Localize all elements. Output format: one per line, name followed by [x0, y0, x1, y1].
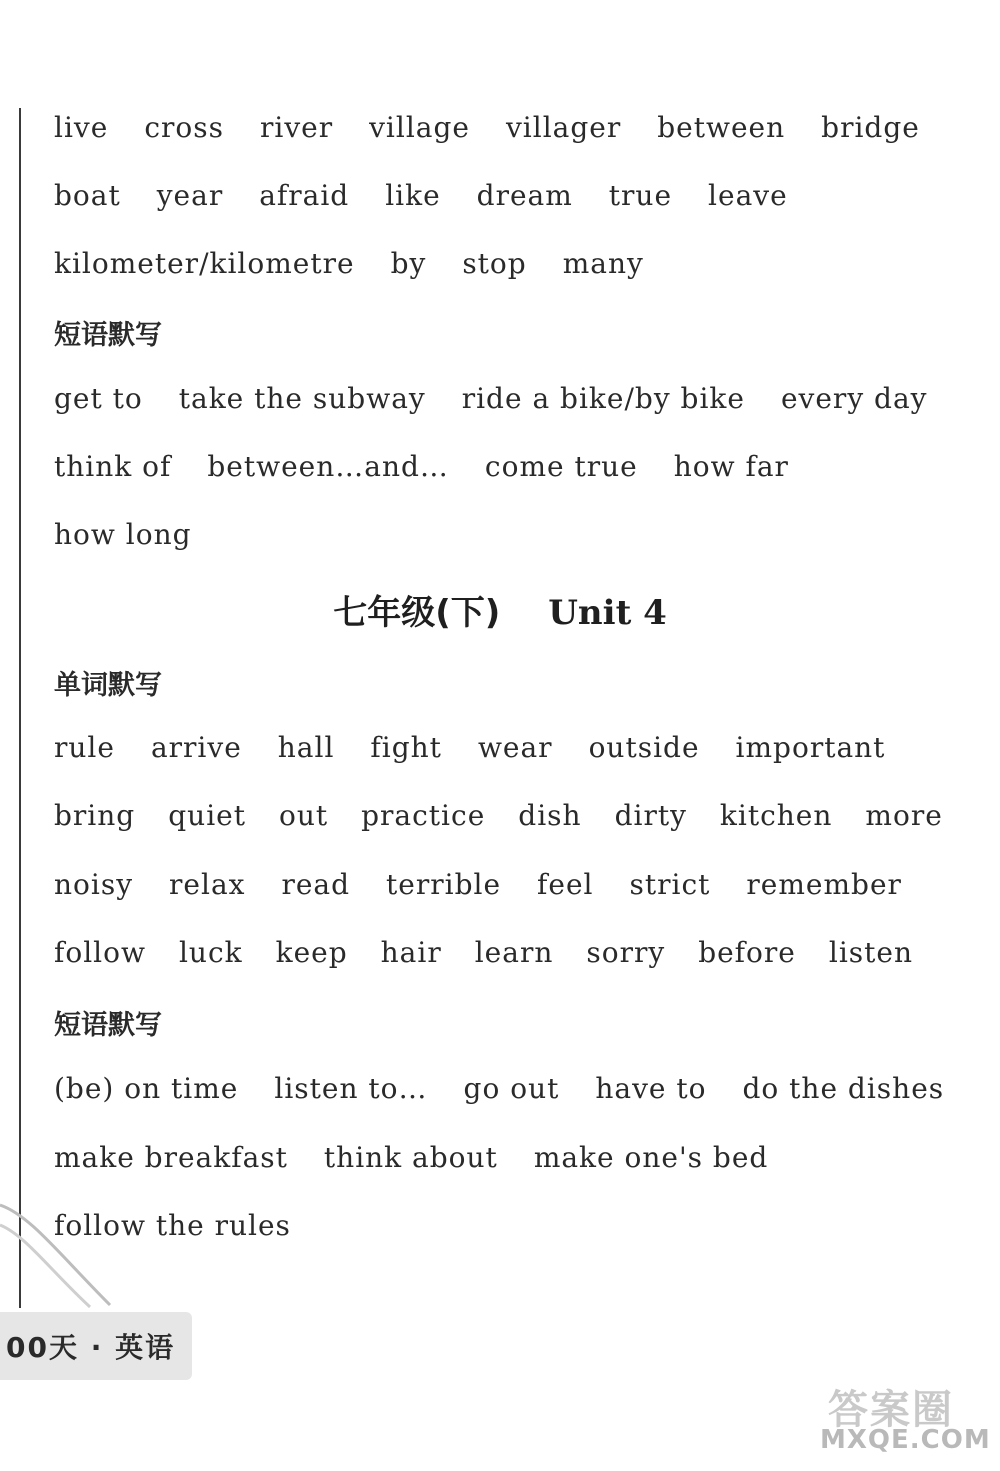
phrase-item: make breakfast	[54, 1140, 288, 1174]
word-item: kilometer/kilometre	[54, 246, 355, 280]
word-item: bridge	[821, 110, 920, 144]
word-item: relax	[169, 867, 246, 901]
word-item: boat	[54, 178, 121, 212]
word-item: leave	[708, 178, 788, 212]
word-item: between	[657, 110, 786, 144]
phrase-row	[54, 1068, 980, 1108]
phrase-item: have to	[595, 1071, 707, 1105]
phrases-heading: 短语默写	[54, 1010, 162, 1041]
word-item: terrible	[386, 867, 502, 901]
phrase-item: between…and…	[207, 449, 449, 483]
unit-name: Unit 4	[548, 593, 667, 633]
phrase-item: take the subway	[178, 381, 426, 415]
word-item: more	[865, 798, 943, 832]
word-item: many	[562, 246, 644, 280]
word-item: rule	[54, 730, 115, 764]
phrase-item: think about	[323, 1140, 498, 1174]
unit-grade: 七年级(下)	[333, 593, 501, 633]
phrase-row	[54, 378, 963, 418]
word-item: practice	[361, 798, 486, 832]
word-item: before	[698, 935, 796, 969]
words-heading: 单词默写	[54, 670, 162, 701]
watermark-logo: 答案圈	[828, 1387, 954, 1433]
word-item: river	[259, 110, 334, 144]
word-item: follow	[54, 935, 146, 969]
word-row	[54, 795, 976, 835]
word-item: villager	[505, 110, 622, 144]
word-item: afraid	[259, 178, 350, 212]
word-item: important	[735, 730, 886, 764]
phrase-item: how long	[54, 517, 192, 551]
word-item: luck	[178, 935, 243, 969]
phrase-item: do the dishes	[742, 1071, 945, 1105]
word-item: keep	[275, 935, 348, 969]
word-item: like	[385, 178, 441, 212]
word-item: learn	[474, 935, 554, 969]
word-row	[54, 243, 680, 283]
phrase-item: ride a bike/by bike	[461, 381, 745, 415]
word-item: dirty	[614, 798, 687, 832]
word-item: bring	[54, 798, 136, 832]
unit-title	[0, 585, 1000, 634]
phrase-item: come true	[484, 449, 638, 483]
word-item: quiet	[168, 798, 246, 832]
phrase-row	[54, 1137, 804, 1177]
word-item: wear	[477, 730, 553, 764]
word-item: arrive	[150, 730, 242, 764]
word-row	[54, 727, 921, 767]
phrase-item: think of	[54, 449, 172, 483]
word-item: sorry	[586, 935, 666, 969]
word-item: village	[369, 110, 470, 144]
word-item: true	[608, 178, 673, 212]
word-item: strict	[629, 867, 711, 901]
word-row	[54, 175, 824, 215]
word-item: fight	[370, 730, 442, 764]
word-item: by	[390, 246, 427, 280]
word-item: out	[278, 798, 329, 832]
word-item: year	[156, 178, 224, 212]
word-item: dream	[476, 178, 573, 212]
word-item: cross	[144, 110, 224, 144]
word-item: feel	[537, 867, 594, 901]
word-item: outside	[588, 730, 700, 764]
word-item: remember	[746, 867, 902, 901]
margin-rule	[19, 108, 21, 1308]
word-item: noisy	[54, 867, 134, 901]
phrase-row	[54, 514, 228, 554]
word-row	[54, 932, 946, 972]
footer-label: 00天 · 英语	[6, 1331, 176, 1364]
word-item: listen	[828, 935, 913, 969]
word-item: hall	[277, 730, 335, 764]
phrase-item: follow the rules	[54, 1208, 291, 1242]
phrase-item: listen to…	[274, 1071, 428, 1105]
word-item: read	[281, 867, 351, 901]
word-item: live	[54, 110, 109, 144]
phrase-item: every day	[780, 381, 928, 415]
word-item: hair	[380, 935, 442, 969]
phrase-row	[54, 446, 825, 486]
phrase-item: get to	[54, 381, 143, 415]
watermark-url: MXQE.COM	[820, 1425, 991, 1455]
word-row	[54, 107, 956, 147]
phrase-item: go out	[463, 1071, 560, 1105]
phrase-item: how far	[673, 449, 789, 483]
phrase-item: make one's bed	[533, 1140, 769, 1174]
phrase-item: (be) on time	[54, 1071, 239, 1105]
word-row	[54, 864, 938, 904]
word-item: stop	[462, 246, 527, 280]
page-corner-decoration	[0, 1195, 140, 1315]
word-item: dish	[518, 798, 582, 832]
word-item: kitchen	[719, 798, 833, 832]
phrases-heading: 短语默写	[54, 320, 162, 351]
